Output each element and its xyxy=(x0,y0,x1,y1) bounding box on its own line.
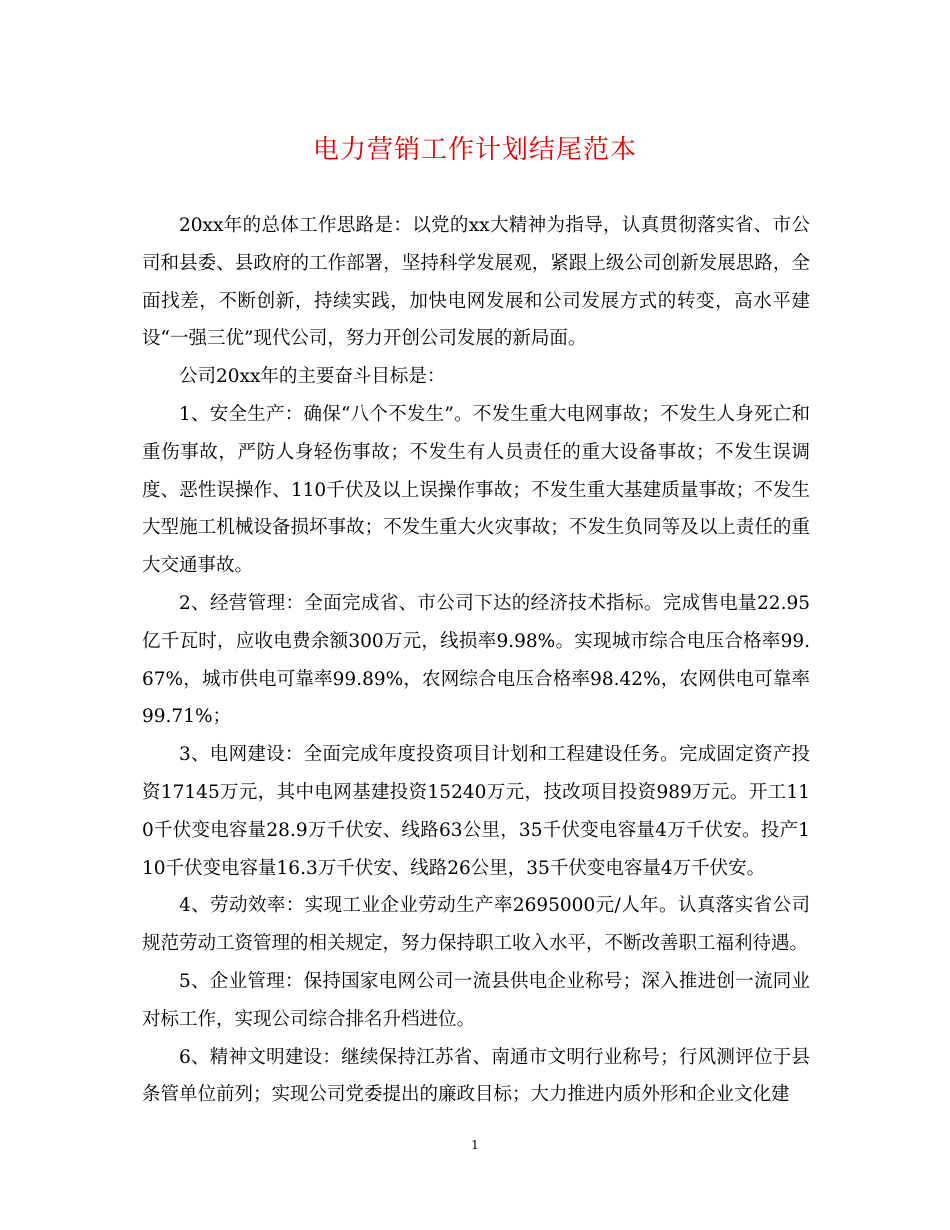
document-body xyxy=(142,207,810,1114)
paragraph-labor-efficiency: 4、劳动效率：实现工业企业劳动生产率2695000元/人年。认真落实省公司规范劳动工资管理的相关规定，努力保持职工收入水平，不断改善职工福利待遇。 xyxy=(142,895,810,955)
paragraph-goals-intro: 公司20xx年的主要奋斗目标是： xyxy=(179,366,446,388)
paragraph-safety: 1、安全生产：确保“八个不发生”。不发生重大电网事故；不发生人身死亡和重伤事故，严防人身轻伤事故；不发生有人员责任的重大设备事故；不发生误调度、恶性误操作、110千伏及以上误操作事故；不发生重大基建质量事故；不发生大型施工机械设备损坏事故；不发生重大火灾事故；不发生负同等及以上责任的重大交通事故。 xyxy=(142,403,810,577)
paragraph-operations: 2、经营管理：全面完成省、市公司下达的经济技术指标。完成售电量22.95亿千瓦时，应收电费余额300万元，线损率9.98%。实现城市综合电压合格率99.67%，城市供电可靠率99.89%，农网综合电压合格率98.42%，农网供电可靠率99.71%； xyxy=(142,592,810,728)
document-title: 电力营销工作计划结尾范本 xyxy=(312,135,637,165)
paragraph-enterprise-management: 5、企业管理：保持国家电网公司一流县供电企业称号；深入推进创一流同业对标工作，实现公司综合排名升档进位。 xyxy=(142,970,810,1030)
page-number: 1 xyxy=(471,1138,479,1152)
paragraph-grid-construction: 3、电网建设：全面完成年度投资项目计划和工程建设任务。完成固定资产投资17145万元，其中电网基建投资15240万元，技改项目投资989万元。开工110千伏变电容量28.9万千伏安、线路63公里，35千伏变电容量4万千伏安。投产110千伏变电容量16.3万千伏安、线路26公里，35千伏变电容量4万千伏安。 xyxy=(142,744,810,879)
paragraph-spiritual-civilization: 6、精神文明建设：继续保持江苏省、南通市文明行业称号；行风测评位于县条管单位前列；实现公司党委提出的廉政目标；大力推进内质外形和企业文化建 xyxy=(142,1046,810,1106)
paragraph-overview: 20xx年的总体工作思路是：以党的xx大精神为指导，认真贯彻落实省、市公司和县委、县政府的工作部署，坚持科学发展观，紧跟上级公司创新发展思路，全面找差，不断创新，持续实践，加快电网发展和公司发展方式的转变，高水平建设“一强三优”现代公司，努力开创公司发展的新局面。 xyxy=(142,215,810,350)
